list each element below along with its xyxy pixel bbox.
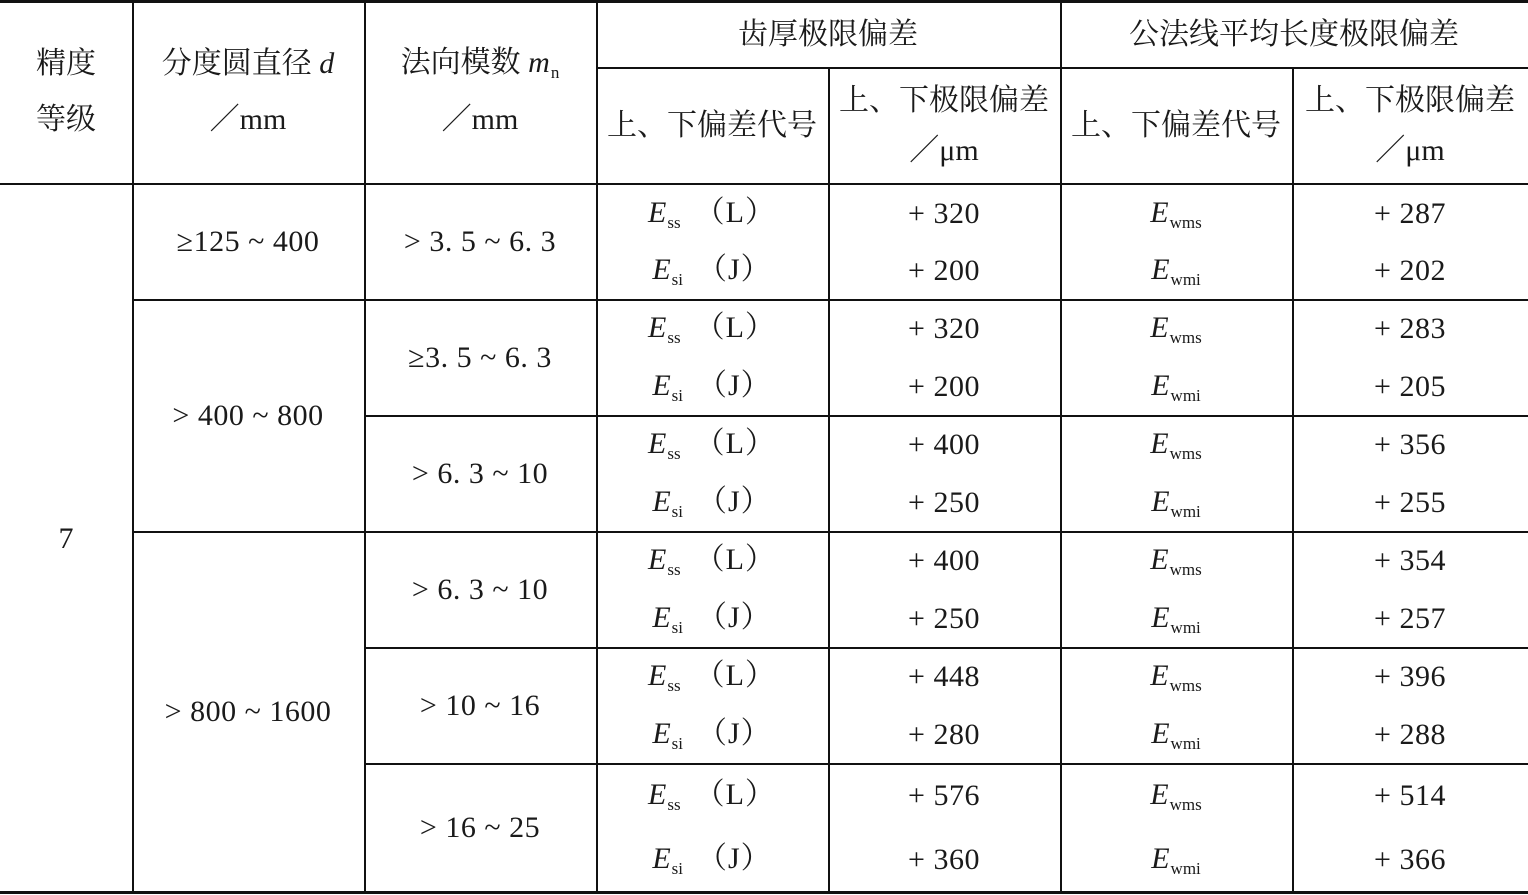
wm-deviation-value: + 202 [1374, 253, 1446, 287]
thickness-code-cell [596, 474, 828, 532]
code-subscript: si [671, 858, 683, 878]
thickness-code-cell [596, 416, 828, 474]
code-letter: E [1151, 368, 1170, 402]
header-grade-line2: 等级 [36, 102, 96, 136]
wm-deviation-value: + 354 [1374, 544, 1446, 577]
header-diameter-symbol: d [319, 47, 335, 80]
thickness-code-cell [596, 764, 828, 828]
code-letter: E [648, 427, 667, 461]
code-letter: E [652, 484, 671, 518]
wm-deviation-value: + 288 [1374, 717, 1446, 751]
thickness-deviation-value: + 448 [908, 660, 980, 693]
wm-deviation-value: + 514 [1374, 779, 1446, 812]
code-subscript: si [671, 385, 683, 405]
deviation-code [1151, 251, 1201, 290]
deviation-code [652, 251, 771, 290]
code-subscript: ss [667, 676, 681, 696]
code-letter: E [652, 841, 671, 875]
module-range: > 10 ~ 16 [419, 688, 541, 722]
wm-deviation-value: + 205 [1374, 369, 1446, 403]
code-subscript: si [671, 501, 683, 521]
code-letter: E [1150, 195, 1169, 229]
thickness-code-cell [596, 242, 828, 299]
code-letter-designation: （L） [694, 659, 776, 693]
wm-code-cell [1060, 185, 1292, 242]
header-grade-line1: 精度 [36, 47, 96, 80]
code-letter: E [652, 368, 671, 402]
code-letter: E [648, 195, 667, 229]
deviation-code [1150, 425, 1201, 464]
code-letter: E [648, 659, 667, 693]
wm-deviation-value: + 283 [1374, 312, 1446, 345]
code-letter-designation: （J） [696, 716, 772, 750]
thickness-code-cell [596, 648, 828, 706]
code-letter: E [648, 778, 667, 812]
thickness-code-cell [596, 358, 828, 416]
wm-code-cell [1060, 648, 1292, 706]
wm-deviation-value: + 255 [1374, 485, 1446, 519]
wm-deviation-value: + 356 [1374, 428, 1446, 461]
code-letter-designation: （J） [696, 600, 772, 634]
header-diameter [132, 0, 364, 183]
wm-code-cell [1060, 828, 1292, 892]
thickness-deviation-value: + 360 [908, 842, 980, 876]
code-letter-designation: （J） [696, 368, 772, 402]
code-letter: E [1151, 841, 1170, 875]
module-range: > 6. 3 ~ 10 [411, 572, 549, 606]
wm-code-cell [1060, 242, 1292, 299]
header-module-line1 [401, 44, 560, 83]
deviation-code [1150, 776, 1201, 815]
deviation-code [652, 840, 771, 879]
module-range: > 16 ~ 25 [419, 810, 541, 844]
module-range: > 6. 3 ~ 10 [411, 456, 549, 490]
code-subscript: si [671, 269, 683, 289]
deviation-code [648, 309, 776, 348]
code-letter: E [652, 600, 671, 634]
deviation-code [1151, 599, 1201, 638]
header-wm-code: 上、下偏差代号 [1071, 108, 1281, 142]
grade-cell: 7 [58, 522, 74, 556]
code-subscript: wms [1169, 560, 1202, 580]
thickness-code-cell [596, 828, 828, 892]
thickness-deviation-value: + 400 [908, 428, 980, 461]
code-letter: E [652, 252, 671, 286]
diameter-range: > 400 ~ 800 [172, 398, 324, 432]
header-diameter-unit: ／mm [209, 102, 287, 136]
deviation-code [652, 715, 771, 754]
deviation-code [652, 483, 771, 522]
deviation-code [1151, 715, 1201, 754]
code-letter: E [648, 311, 667, 345]
code-letter: E [648, 543, 667, 577]
code-subscript: wms [1169, 212, 1202, 232]
code-subscript: ss [667, 444, 681, 464]
module-range: > 3. 5 ~ 6. 3 [403, 225, 557, 259]
code-subscript: si [671, 617, 683, 637]
code-letter: E [1150, 543, 1169, 577]
code-letter: E [652, 716, 671, 750]
thickness-code-cell [596, 300, 828, 358]
diameter-range: ≥125 ~ 400 [176, 225, 320, 259]
header-wm-deviation-line1: 上、下极限偏差 [1305, 84, 1515, 117]
wm-deviation-value: + 287 [1374, 196, 1446, 230]
code-letter: E [1150, 427, 1169, 461]
code-letter-designation: （J） [696, 484, 772, 518]
code-subscript: wmi [1170, 733, 1201, 753]
header-module-unit: ／mm [441, 103, 519, 137]
deviation-code [648, 425, 776, 464]
thickness-deviation-value: + 280 [908, 717, 980, 751]
code-letter: E [1151, 716, 1170, 750]
code-letter: E [1150, 311, 1169, 345]
code-letter-designation: （J） [696, 252, 772, 286]
header-wm-deviation [1292, 68, 1528, 183]
thickness-code-cell [596, 185, 828, 242]
code-subscript: si [671, 733, 683, 753]
thickness-deviation-value: + 250 [908, 485, 980, 519]
deviation-code [1150, 541, 1201, 580]
thickness-deviation-value: + 320 [908, 196, 980, 230]
code-letter: E [1151, 252, 1170, 286]
deviation-code [648, 776, 776, 815]
deviation-code [648, 657, 776, 696]
deviation-code [652, 599, 771, 638]
header-module-text: 法向模数 [400, 46, 529, 80]
header-diameter-text: 分度圆直径 [161, 47, 320, 80]
header-module-subscript: n [550, 63, 560, 83]
deviation-code [648, 194, 776, 233]
module-range: ≥3. 5 ~ 6. 3 [408, 340, 552, 374]
deviation-code [1150, 657, 1201, 696]
deviation-code [1151, 840, 1201, 879]
code-subscript: wmi [1170, 385, 1201, 405]
code-subscript: wmi [1170, 858, 1201, 878]
wm-deviation-value: + 366 [1374, 842, 1446, 876]
deviation-code [1151, 483, 1201, 522]
thickness-deviation-value: + 200 [908, 369, 980, 403]
wm-code-cell [1060, 590, 1292, 648]
header-module-symbol: m [528, 46, 550, 80]
code-subscript: ss [667, 328, 681, 348]
code-letter-designation: （L） [694, 311, 776, 345]
code-subscript: wmi [1170, 501, 1201, 521]
code-subscript: wms [1169, 795, 1202, 815]
header-thickness-deviation-unit: ／μm [909, 133, 979, 167]
wm-code-cell [1060, 358, 1292, 416]
deviation-code [1150, 309, 1201, 348]
code-letter: E [1151, 484, 1170, 518]
code-subscript: wms [1169, 444, 1202, 464]
code-letter-designation: （J） [696, 841, 772, 875]
thickness-code-cell [596, 532, 828, 590]
code-subscript: ss [667, 212, 681, 232]
header-thickness-deviation-line1: 上、下极限偏差 [839, 84, 1049, 117]
code-letter-designation: （L） [694, 543, 776, 577]
code-letter: E [1150, 659, 1169, 693]
header-wm-deviation-unit: ／μm [1375, 133, 1445, 167]
header-wm-group: 公法线平均长度极限偏差 [1129, 18, 1459, 52]
thickness-code-cell [596, 706, 828, 764]
wm-code-cell [1060, 416, 1292, 474]
code-letter-designation: （L） [694, 427, 776, 461]
thickness-deviation-value: + 320 [908, 312, 980, 345]
deviation-code [648, 541, 776, 580]
header-thickness-deviation [828, 68, 1060, 183]
wm-code-cell [1060, 764, 1292, 828]
header-module [364, 0, 596, 183]
code-subscript: ss [667, 560, 681, 580]
code-letter: E [1150, 778, 1169, 812]
code-subscript: wms [1169, 328, 1202, 348]
header-thickness-code: 上、下偏差代号 [607, 108, 817, 142]
code-subscript: wms [1169, 676, 1202, 696]
thickness-deviation-value: + 200 [908, 253, 980, 287]
thickness-deviation-value: + 400 [908, 544, 980, 577]
thickness-deviation-value: + 250 [908, 601, 980, 635]
code-letter-designation: （L） [694, 778, 776, 812]
code-subscript: ss [667, 795, 681, 815]
header-diameter-line1 [162, 45, 335, 83]
code-subscript: wmi [1170, 269, 1201, 289]
wm-code-cell [1060, 532, 1292, 590]
code-letter-designation: （L） [694, 195, 776, 229]
header-thickness-group: 齿厚极限偏差 [738, 18, 918, 52]
wm-deviation-value: + 396 [1374, 660, 1446, 693]
wm-deviation-value: + 257 [1374, 601, 1446, 635]
header-grade [0, 0, 132, 183]
wm-code-cell [1060, 706, 1292, 764]
code-subscript: wmi [1170, 617, 1201, 637]
deviation-code [652, 367, 771, 406]
thickness-deviation-value: + 576 [908, 779, 980, 812]
code-letter: E [1151, 600, 1170, 634]
wm-code-cell [1060, 300, 1292, 358]
deviation-code [1150, 194, 1201, 233]
diameter-range: > 800 ~ 1600 [164, 695, 332, 729]
wm-code-cell [1060, 474, 1292, 532]
deviation-code [1151, 367, 1201, 406]
thickness-code-cell [596, 590, 828, 648]
